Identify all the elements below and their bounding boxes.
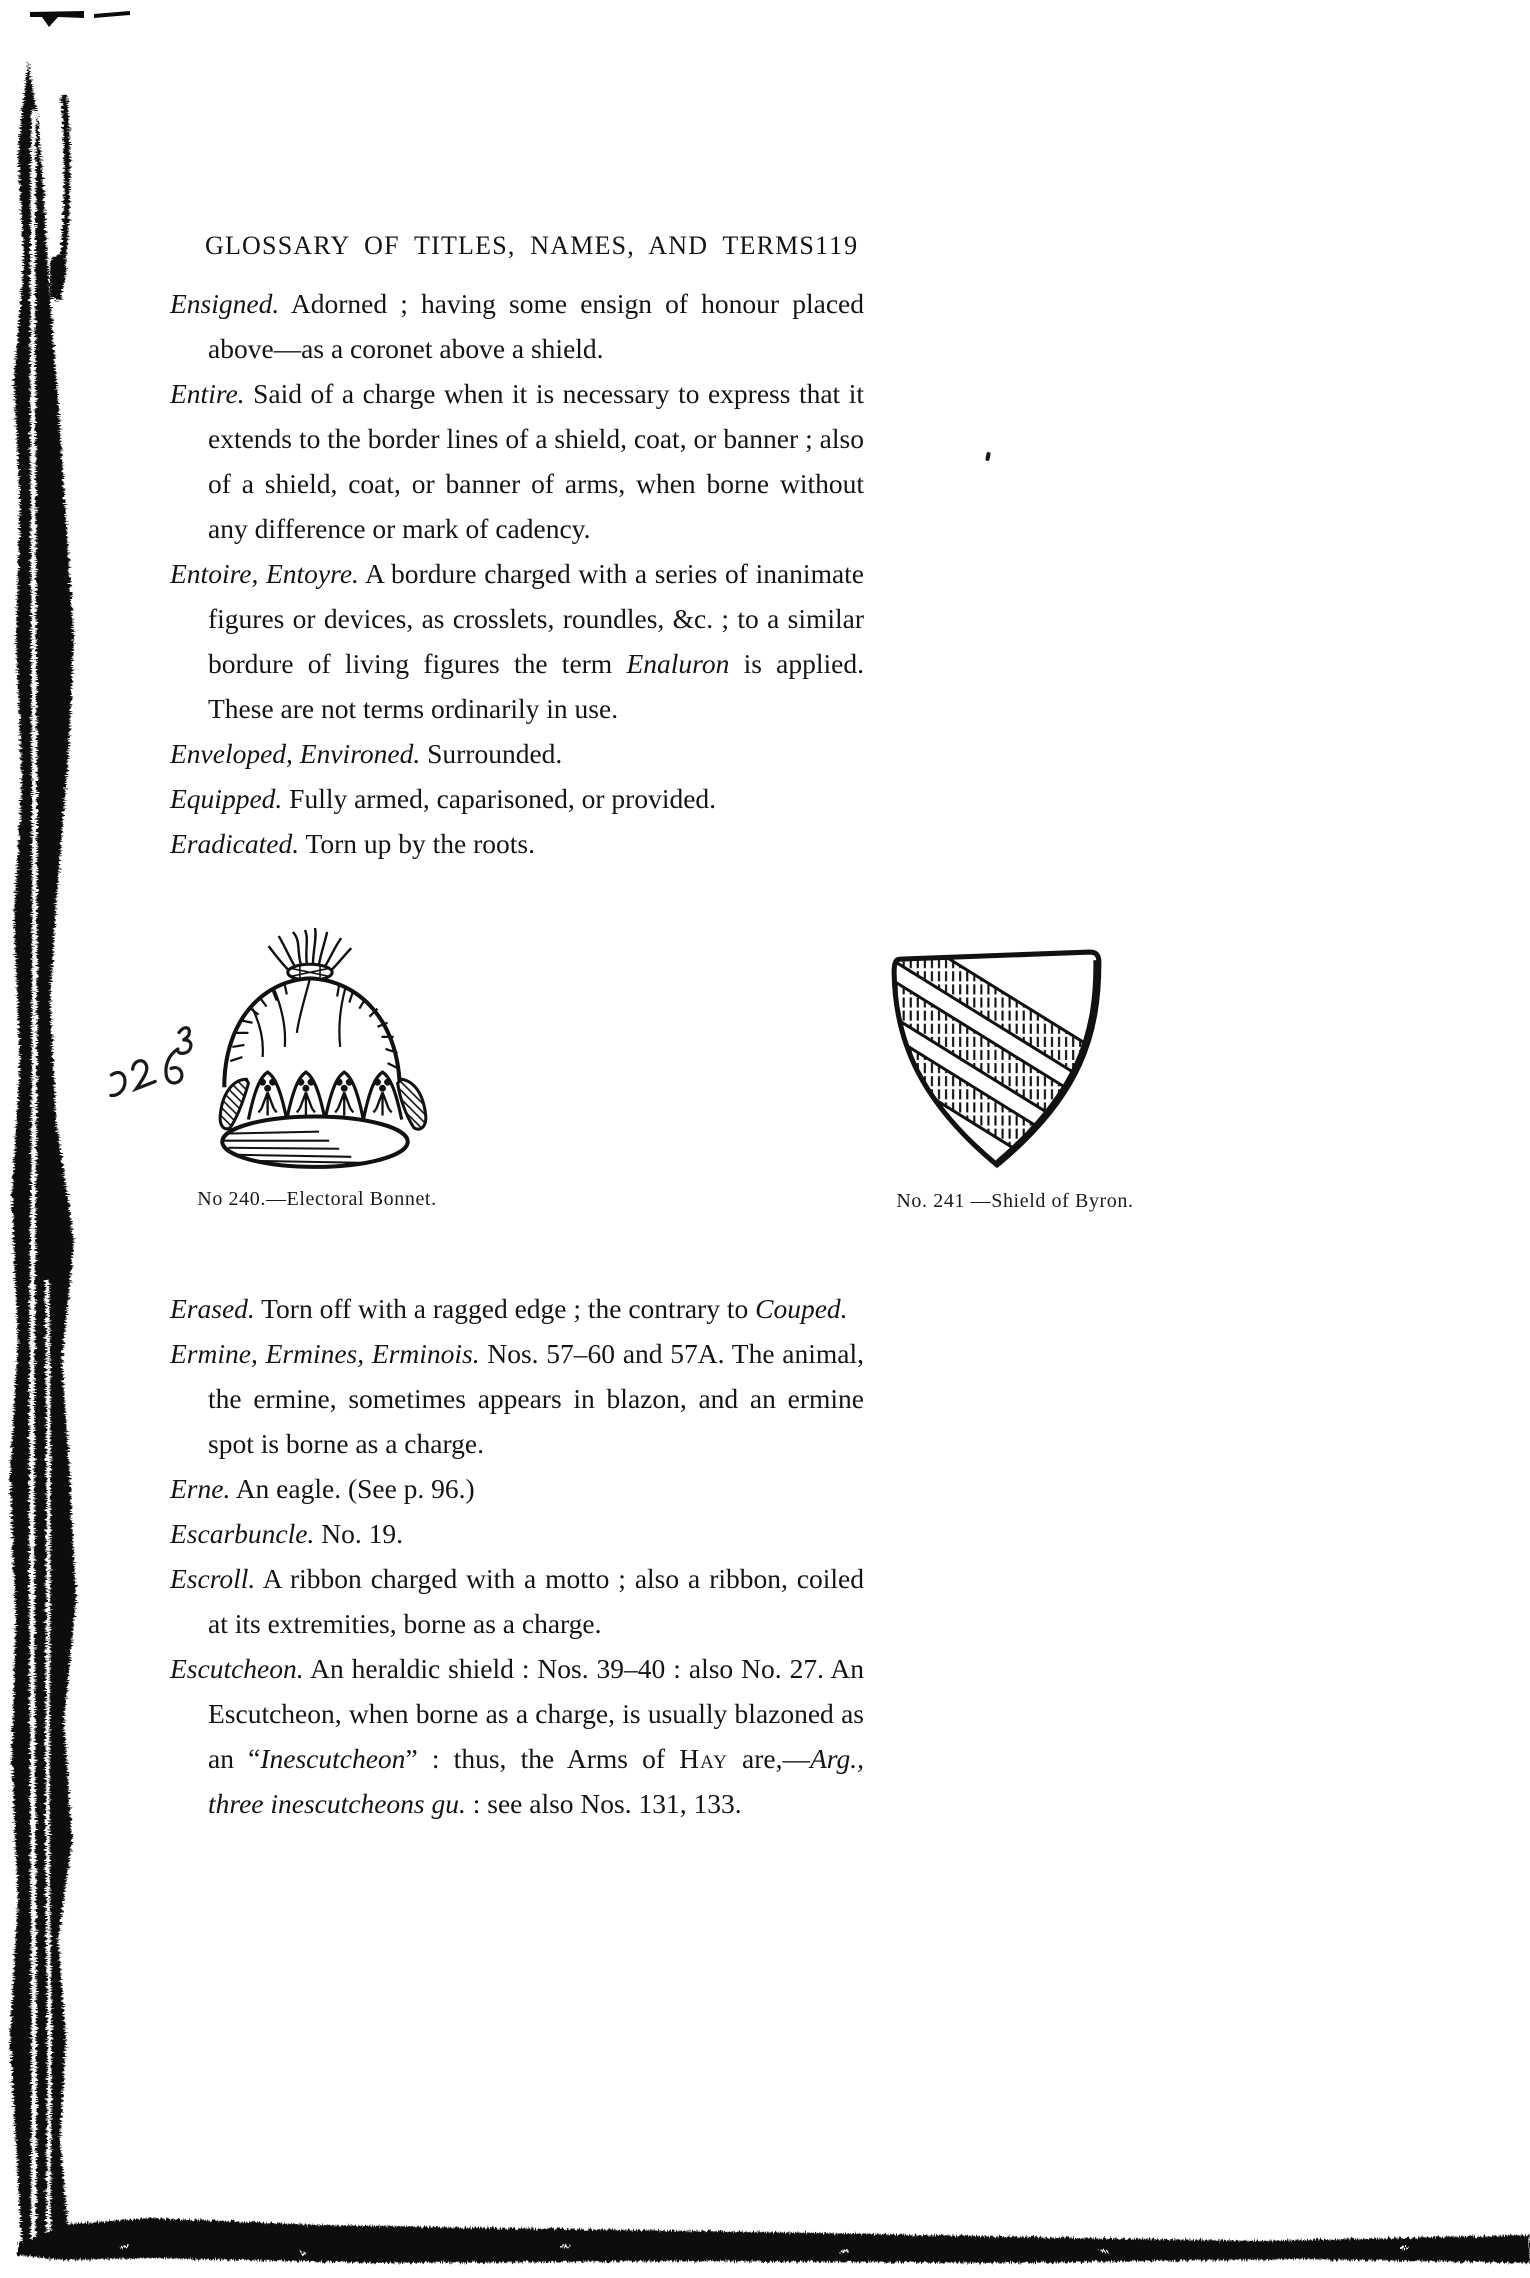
glossary-entry <box>170 1466 864 1511</box>
glossary-term: Escarbuncle. <box>170 1518 315 1549</box>
electoral-bonnet-figure <box>200 928 432 1180</box>
glossary-term: Escutcheon. <box>170 1653 304 1684</box>
glossary-entry <box>170 731 864 776</box>
scan-edge-bottom-band <box>0 2200 1530 2278</box>
definition-text: Surrounded. <box>420 738 563 769</box>
scan-edge-left-band <box>0 0 130 2278</box>
glossary-entry <box>170 281 864 371</box>
handwritten-annotation <box>95 1010 205 1105</box>
running-head <box>205 231 860 261</box>
page-title: GLOSSARY OF TITLES, NAMES, AND TERMS <box>205 231 816 260</box>
definition-text: are,— <box>727 1743 810 1774</box>
glossary-term: Ermine, Ermines, Erminois. <box>170 1338 480 1369</box>
glossary-entry <box>170 551 864 731</box>
definition-text: Couped. <box>755 1293 848 1324</box>
glossary-entry <box>170 1331 864 1466</box>
definition-text: Torn off with a ragged edge ; the contrary to <box>254 1293 756 1324</box>
definition-text: A bordure charged with a series of inanimate figures or devices, as crosslets, roundles, &c. ; to a similar bordure of living figures the term <box>208 558 865 679</box>
glossary-entry <box>170 371 864 551</box>
definition-text: Fully armed, caparisoned, or provided. <box>282 783 717 814</box>
glossary-term: Erased. <box>170 1293 255 1324</box>
definition-text: Hay <box>679 1743 728 1774</box>
glossary-term: Ensigned. <box>170 288 280 319</box>
definition-text: Arg., three inescutcheons gu. <box>208 1743 864 1819</box>
glossary-entry <box>170 821 864 866</box>
definition-text: Enaluron <box>626 648 730 679</box>
glossary-term: Entire. <box>170 378 245 409</box>
scan-marks-top <box>0 0 200 40</box>
glossary-section-top <box>170 281 864 866</box>
glossary-term: Erne. <box>170 1473 231 1504</box>
scan-speck <box>985 452 991 462</box>
figure-caption: No. 241 —Shield of Byron. <box>896 1190 1134 1212</box>
definition-text: A ribbon charged with a motto ; also a ribbon, coiled at its extremities, borne as a charge. <box>208 1563 864 1639</box>
definition-text: Said of a charge when it is necessary to express that it extends to the border lines of a shield, coat, or banner ; also of a shield, coat, or banner of arms, when borne without any difference or mark of cadency. <box>208 378 864 544</box>
definition-text: No. 19. <box>314 1518 403 1549</box>
definition-text: An eagle. (See p. 96.) <box>230 1473 475 1504</box>
definition-text: An heraldic shield : Nos. 39–40 : also No. 27. An Escutcheon, when borne as a charge, is usually blazoned as an “ <box>208 1653 864 1774</box>
definition-text: : see also Nos. 131, 133. <box>465 1788 742 1819</box>
glossary-entry <box>170 1556 864 1646</box>
glossary-entry <box>170 1511 864 1556</box>
definition-text: Inescutcheon <box>260 1743 406 1774</box>
glossary-term: Equipped. <box>170 783 283 814</box>
definition-text: Nos. 57–60 and 57A. The animal, the ermine, sometimes appears in blazon, and an ermine spot is borne as a charge. <box>208 1338 864 1459</box>
page-number: 119 <box>815 231 860 260</box>
glossary-entry <box>170 776 864 821</box>
glossary-term: Escroll. <box>170 1563 256 1594</box>
glossary-term: Entoire, Entoyre. <box>170 558 359 589</box>
definition-text: ” : thus, the Arms of <box>405 1743 680 1774</box>
definition-text: Adorned ; having some ensign of honour placed above—as a coronet above a shield. <box>208 288 864 364</box>
definition-text: Torn up by the roots. <box>299 828 535 859</box>
glossary-entry <box>170 1286 864 1331</box>
glossary-entry <box>170 1646 864 1826</box>
glossary-term: Enveloped, Environed. <box>170 738 421 769</box>
glossary-section-bottom <box>170 1286 864 1826</box>
figure-caption: No 240.—Electoral Bonnet. <box>197 1188 437 1210</box>
glossary-term: Eradicated. <box>170 828 300 859</box>
definition-text: is applied. These are not terms ordinarily in use. <box>208 648 864 724</box>
byron-shield-figure <box>886 944 1108 1174</box>
